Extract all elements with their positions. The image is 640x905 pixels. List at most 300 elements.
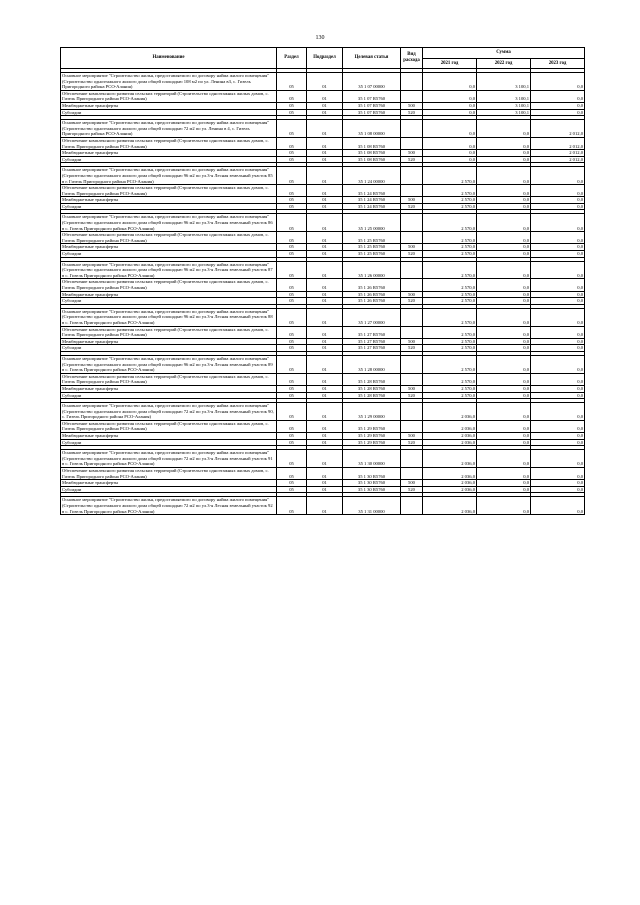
cell-section: 05 bbox=[277, 120, 307, 138]
cell-2021: 2 570,0 bbox=[423, 385, 477, 392]
cell-2021: 0,0 bbox=[423, 120, 477, 138]
cell-subsection: 01 bbox=[307, 102, 343, 109]
cell-2023: 0,0 bbox=[531, 308, 585, 326]
cell-section: 05 bbox=[277, 468, 307, 480]
cell-2022: 0,0 bbox=[477, 279, 531, 291]
cell-section: 05 bbox=[277, 291, 307, 298]
cell-2021: 2 036,0 bbox=[423, 439, 477, 446]
header-name: Наименование bbox=[61, 48, 277, 69]
cell-name: Межбюджетные трансферты bbox=[61, 244, 277, 251]
cell-name: Субсидии bbox=[61, 439, 277, 446]
cell-expense-type: 520 bbox=[401, 109, 423, 116]
cell-2022: 0,0 bbox=[477, 251, 531, 258]
cell-subsection: 01 bbox=[307, 497, 343, 515]
cell-expense-type bbox=[401, 214, 423, 232]
table-row bbox=[61, 150, 585, 157]
cell-2021: 2 570,0 bbox=[423, 185, 477, 197]
cell-target: 35 1 25 R5760 bbox=[343, 232, 401, 244]
table-row bbox=[61, 308, 585, 326]
cell-2022: 0,0 bbox=[477, 203, 531, 210]
cell-expense-type: 520 bbox=[401, 298, 423, 305]
cell-section: 05 bbox=[277, 450, 307, 468]
cell-2023: 0,0 bbox=[531, 480, 585, 487]
cell-target: 35 1 29 R5760 bbox=[343, 439, 401, 446]
cell-expense-type: 500 bbox=[401, 385, 423, 392]
table-row bbox=[61, 403, 585, 421]
table-row bbox=[61, 480, 585, 487]
cell-expense-type bbox=[401, 137, 423, 149]
cell-2021: 0,0 bbox=[423, 150, 477, 157]
cell-section: 05 bbox=[277, 373, 307, 385]
cell-2023: 0,0 bbox=[531, 468, 585, 480]
table-body bbox=[61, 69, 585, 515]
cell-2023: 0,0 bbox=[531, 403, 585, 421]
cell-target: 35 1 08 00000 bbox=[343, 120, 401, 138]
cell-subsection: 01 bbox=[307, 214, 343, 232]
header-expense-type: Вид расхода bbox=[401, 48, 423, 69]
cell-2021: 2 570,0 bbox=[423, 308, 477, 326]
cell-section: 05 bbox=[277, 203, 307, 210]
cell-2022: 0,0 bbox=[477, 156, 531, 163]
cell-subsection: 01 bbox=[307, 232, 343, 244]
cell-2022: 0,0 bbox=[477, 214, 531, 232]
cell-2021: 2 570,0 bbox=[423, 214, 477, 232]
cell-subsection: 01 bbox=[307, 439, 343, 446]
cell-target: 35 1 27 R5760 bbox=[343, 326, 401, 338]
cell-expense-type: 500 bbox=[401, 102, 423, 109]
cell-name: Обеспечение комплексного развития сельских территорий (Строительство одноэтажных жилых домов, с. Гизель Пригородного района РСО-Алания) bbox=[61, 137, 277, 149]
header-section: Раздел bbox=[277, 48, 307, 69]
cell-section: 05 bbox=[277, 480, 307, 487]
cell-expense-type: 520 bbox=[401, 203, 423, 210]
header-year-2021: 2021 год bbox=[423, 59, 477, 69]
cell-section: 05 bbox=[277, 392, 307, 399]
cell-2023: 0,0 bbox=[531, 279, 585, 291]
cell-expense-type: 500 bbox=[401, 291, 423, 298]
cell-2023: 0,0 bbox=[531, 291, 585, 298]
cell-target: 35 1 30 R5760 bbox=[343, 486, 401, 493]
table-row bbox=[61, 261, 585, 279]
cell-2021: 2 570,0 bbox=[423, 203, 477, 210]
cell-target: 35 1 30 00000 bbox=[343, 450, 401, 468]
cell-name: Субсидии bbox=[61, 392, 277, 399]
cell-name: Обеспечение комплексного развития сельских территорий (Строительство одноэтажных жилых домов, с. Гизель Пригородного района РСО-Алания) bbox=[61, 468, 277, 480]
cell-2023: 0,0 bbox=[531, 439, 585, 446]
cell-2021: 0,0 bbox=[423, 109, 477, 116]
cell-expense-type bbox=[401, 90, 423, 102]
cell-name: Субсидии bbox=[61, 486, 277, 493]
cell-target: 35 1 07 R5760 bbox=[343, 102, 401, 109]
cell-expense-type: 500 bbox=[401, 338, 423, 345]
cell-expense-type bbox=[401, 373, 423, 385]
cell-expense-type bbox=[401, 355, 423, 373]
cell-subsection: 01 bbox=[307, 486, 343, 493]
cell-name: Межбюджетные трансферты bbox=[61, 480, 277, 487]
cell-target: 35 1 08 R5760 bbox=[343, 156, 401, 163]
cell-name: Обеспечение комплексного развития сельских территорий (Строительство одноэтажных жилых домов, с. Гизель Пригородного района РСО-Алания) bbox=[61, 326, 277, 338]
cell-target: 35 1 24 R5760 bbox=[343, 203, 401, 210]
cell-subsection: 01 bbox=[307, 150, 343, 157]
cell-expense-type: 500 bbox=[401, 197, 423, 204]
table-header bbox=[61, 48, 585, 69]
cell-2023: 0,0 bbox=[531, 326, 585, 338]
cell-2021: 2 570,0 bbox=[423, 326, 477, 338]
cell-name: Межбюджетные трансферты bbox=[61, 433, 277, 440]
cell-2023: 0,0 bbox=[531, 90, 585, 102]
cell-2022: 0,0 bbox=[477, 450, 531, 468]
cell-target: 35 1 25 R5760 bbox=[343, 244, 401, 251]
cell-target: 35 1 24 R5760 bbox=[343, 197, 401, 204]
cell-target: 35 1 29 R5760 bbox=[343, 420, 401, 432]
cell-2023: 0,0 bbox=[531, 185, 585, 197]
table-row bbox=[61, 120, 585, 138]
cell-2023: 0,0 bbox=[531, 433, 585, 440]
cell-2022: 0,0 bbox=[477, 338, 531, 345]
table-row bbox=[61, 109, 585, 116]
cell-section: 05 bbox=[277, 497, 307, 515]
cell-2022: 0,0 bbox=[477, 232, 531, 244]
cell-expense-type bbox=[401, 261, 423, 279]
cell-2023: 0,0 bbox=[531, 197, 585, 204]
cell-subsection: 01 bbox=[307, 90, 343, 102]
cell-section: 05 bbox=[277, 279, 307, 291]
cell-target: 35 1 26 00000 bbox=[343, 261, 401, 279]
cell-section: 05 bbox=[277, 167, 307, 185]
cell-2021: 2 570,0 bbox=[423, 298, 477, 305]
cell-subsection: 01 bbox=[307, 185, 343, 197]
cell-2021: 2 570,0 bbox=[423, 261, 477, 279]
cell-subsection: 01 bbox=[307, 385, 343, 392]
cell-2023: 0,0 bbox=[531, 214, 585, 232]
cell-name: Субсидии bbox=[61, 251, 277, 258]
cell-subsection: 01 bbox=[307, 244, 343, 251]
cell-section: 05 bbox=[277, 439, 307, 446]
cell-expense-type: 520 bbox=[401, 486, 423, 493]
cell-expense-type bbox=[401, 120, 423, 138]
cell-name: Межбюджетные трансферты bbox=[61, 102, 277, 109]
cell-2021: 2 570,0 bbox=[423, 279, 477, 291]
cell-2023: 0,0 bbox=[531, 345, 585, 352]
cell-target: 35 1 24 00000 bbox=[343, 167, 401, 185]
cell-2021: 2 036,0 bbox=[423, 497, 477, 515]
cell-2022: 0,0 bbox=[477, 480, 531, 487]
cell-subsection: 01 bbox=[307, 73, 343, 91]
cell-2021: 0,0 bbox=[423, 102, 477, 109]
cell-2023: 0,0 bbox=[531, 261, 585, 279]
table-row bbox=[61, 232, 585, 244]
cell-name: Межбюджетные трансферты bbox=[61, 197, 277, 204]
cell-target: 35 1 27 R5760 bbox=[343, 338, 401, 345]
cell-target: 35 1 25 00000 bbox=[343, 214, 401, 232]
cell-target: 35 1 08 R5760 bbox=[343, 137, 401, 149]
cell-2021: 2 570,0 bbox=[423, 291, 477, 298]
cell-2023: 0,0 bbox=[531, 73, 585, 91]
cell-2021: 0,0 bbox=[423, 90, 477, 102]
cell-subsection: 01 bbox=[307, 480, 343, 487]
cell-expense-type: 500 bbox=[401, 480, 423, 487]
header-subsection: Подраздел bbox=[307, 48, 343, 69]
cell-target: 35 1 29 00000 bbox=[343, 403, 401, 421]
cell-2022: 0,0 bbox=[477, 420, 531, 432]
cell-subsection: 01 bbox=[307, 156, 343, 163]
cell-expense-type: 500 bbox=[401, 150, 423, 157]
cell-subsection: 01 bbox=[307, 298, 343, 305]
cell-subsection: 01 bbox=[307, 468, 343, 480]
cell-2022: 0,0 bbox=[477, 385, 531, 392]
cell-2021: 0,0 bbox=[423, 73, 477, 91]
cell-subsection: 01 bbox=[307, 197, 343, 204]
cell-2022: 0,0 bbox=[477, 486, 531, 493]
cell-2023: 0,0 bbox=[531, 338, 585, 345]
cell-subsection: 01 bbox=[307, 109, 343, 116]
cell-2023: 0,0 bbox=[531, 420, 585, 432]
cell-2023: 0,0 bbox=[531, 102, 585, 109]
cell-2022: 0,0 bbox=[477, 150, 531, 157]
table-row bbox=[61, 279, 585, 291]
cell-2021: 2 036,0 bbox=[423, 403, 477, 421]
cell-2022: 0,0 bbox=[477, 167, 531, 185]
cell-2021: 2 036,0 bbox=[423, 420, 477, 432]
cell-expense-type bbox=[401, 403, 423, 421]
cell-name: Субсидии bbox=[61, 203, 277, 210]
cell-name: Основное мероприятие "Строительство жилья, предоставляемого по договору найма жилого помещения" (Строительство одноэтажного жилого дома общей площадью 96 м2 по ул.3-я Лесная земельный участок 87 в с. Гизель Пригородного района РСО-Алания) bbox=[61, 261, 277, 279]
table-row bbox=[61, 251, 585, 258]
cell-target: 35 1 29 R5760 bbox=[343, 433, 401, 440]
cell-name: Субсидии bbox=[61, 298, 277, 305]
cell-2022: 0,0 bbox=[477, 355, 531, 373]
cell-section: 05 bbox=[277, 308, 307, 326]
cell-section: 05 bbox=[277, 345, 307, 352]
cell-expense-type bbox=[401, 468, 423, 480]
cell-name: Основное мероприятие "Строительство жилья, предоставляемого по договору найма жилого помещения" (Строительство одноэтажного жилого дома общей площадью 96 м2 по ул.3-я Лесная земельный участок 89 в с. Гизель Пригородного района РСО-Алания) bbox=[61, 355, 277, 373]
cell-name: Основное мероприятие "Строительство жилья, предоставляемого по договору найма жилого помещения" (Строительство одноэтажного жилого дома общей площадью 72 м2 по ул.3-я Лесная земельный участок 91 в с. Гизель Пригородного района РСО-Алания) bbox=[61, 450, 277, 468]
cell-2021: 2 036,0 bbox=[423, 480, 477, 487]
cell-name: Основное мероприятие "Строительство жилья, предоставляемого по договору найма жилого помещения" (Строительство одноэтажного жилого дома общей площадью 96 м2 по ул.3-я Лесная земельный участок 88 в с. Гизель Пригородного района РСО-Алания) bbox=[61, 308, 277, 326]
cell-section: 05 bbox=[277, 109, 307, 116]
cell-2022: 0,0 bbox=[477, 185, 531, 197]
cell-expense-type bbox=[401, 232, 423, 244]
cell-target: 35 1 31 00000 bbox=[343, 497, 401, 515]
cell-2023: 2 012,0 bbox=[531, 120, 585, 138]
cell-2021: 2 570,0 bbox=[423, 338, 477, 345]
cell-2023: 0,0 bbox=[531, 486, 585, 493]
table-row bbox=[61, 102, 585, 109]
cell-section: 05 bbox=[277, 261, 307, 279]
cell-2022: 0,0 bbox=[477, 439, 531, 446]
cell-subsection: 01 bbox=[307, 433, 343, 440]
cell-subsection: 01 bbox=[307, 120, 343, 138]
cell-section: 05 bbox=[277, 232, 307, 244]
cell-2021: 2 570,0 bbox=[423, 345, 477, 352]
cell-2023: 0,0 bbox=[531, 232, 585, 244]
cell-name: Субсидии bbox=[61, 345, 277, 352]
cell-2023: 0,0 bbox=[531, 167, 585, 185]
cell-name: Субсидии bbox=[61, 156, 277, 163]
cell-subsection: 01 bbox=[307, 203, 343, 210]
cell-expense-type: 520 bbox=[401, 156, 423, 163]
cell-section: 05 bbox=[277, 338, 307, 345]
cell-section: 05 bbox=[277, 420, 307, 432]
header-year-2022: 2022 год bbox=[477, 59, 531, 69]
cell-subsection: 01 bbox=[307, 355, 343, 373]
cell-name: Субсидии bbox=[61, 109, 277, 116]
cell-subsection: 01 bbox=[307, 373, 343, 385]
cell-subsection: 01 bbox=[307, 450, 343, 468]
cell-expense-type bbox=[401, 450, 423, 468]
cell-expense-type: 500 bbox=[401, 244, 423, 251]
table-row bbox=[61, 486, 585, 493]
cell-2021: 2 570,0 bbox=[423, 373, 477, 385]
cell-section: 05 bbox=[277, 156, 307, 163]
cell-name: Обеспечение комплексного развития сельских территорий (Строительство одноэтажных жилых домов, с. Гизель Пригородного района РСО-Алания) bbox=[61, 90, 277, 102]
cell-subsection: 01 bbox=[307, 308, 343, 326]
table-row bbox=[61, 355, 585, 373]
cell-section: 05 bbox=[277, 197, 307, 204]
cell-2023: 0,0 bbox=[531, 298, 585, 305]
cell-section: 05 bbox=[277, 298, 307, 305]
cell-subsection: 01 bbox=[307, 291, 343, 298]
cell-expense-type bbox=[401, 497, 423, 515]
cell-section: 05 bbox=[277, 185, 307, 197]
cell-2023: 0,0 bbox=[531, 251, 585, 258]
cell-2022: 3 100,1 bbox=[477, 109, 531, 116]
cell-expense-type bbox=[401, 420, 423, 432]
cell-section: 05 bbox=[277, 326, 307, 338]
header-target: Целевая статья bbox=[343, 48, 401, 69]
cell-expense-type: 520 bbox=[401, 392, 423, 399]
cell-2022: 0,0 bbox=[477, 373, 531, 385]
cell-2023: 0,0 bbox=[531, 203, 585, 210]
budget-table bbox=[60, 47, 585, 515]
cell-expense-type: 520 bbox=[401, 439, 423, 446]
table-row bbox=[61, 185, 585, 197]
cell-2023: 0,0 bbox=[531, 355, 585, 373]
cell-target: 35 1 28 R5760 bbox=[343, 373, 401, 385]
cell-2022: 0,0 bbox=[477, 433, 531, 440]
cell-expense-type bbox=[401, 279, 423, 291]
table-row bbox=[61, 338, 585, 345]
cell-2022: 0,0 bbox=[477, 326, 531, 338]
cell-2023: 0,0 bbox=[531, 450, 585, 468]
cell-2021: 2 570,0 bbox=[423, 392, 477, 399]
cell-expense-type bbox=[401, 308, 423, 326]
cell-2022: 0,0 bbox=[477, 244, 531, 251]
cell-expense-type: 520 bbox=[401, 251, 423, 258]
table-row bbox=[61, 450, 585, 468]
cell-expense-type bbox=[401, 73, 423, 91]
cell-expense-type bbox=[401, 185, 423, 197]
cell-target: 35 1 27 R5760 bbox=[343, 345, 401, 352]
table-row bbox=[61, 326, 585, 338]
cell-section: 05 bbox=[277, 102, 307, 109]
cell-2022: 3 100,1 bbox=[477, 102, 531, 109]
cell-name: Основное мероприятие "Строительство жилья, предоставляемого по договору найма жилого помещения" (Строительство одноэтажного жилого дома общей площадью 72 м2 по ул.3-я Лесная земельный участок 90, с. Гизель Пригородного района РСО-Алания) bbox=[61, 403, 277, 421]
cell-2021: 2 036,0 bbox=[423, 450, 477, 468]
cell-section: 05 bbox=[277, 137, 307, 149]
table-row bbox=[61, 345, 585, 352]
cell-2022: 0,0 bbox=[477, 468, 531, 480]
cell-section: 05 bbox=[277, 385, 307, 392]
cell-name: Обеспечение комплексного развития сельских территорий (Строительство одноэтажных жилых домов, с. Гизель Пригородного района РСО-Алания) bbox=[61, 420, 277, 432]
cell-2022: 0,0 bbox=[477, 403, 531, 421]
cell-2023: 0,0 bbox=[531, 392, 585, 399]
cell-target: 35 1 26 R5760 bbox=[343, 279, 401, 291]
table-row bbox=[61, 167, 585, 185]
cell-section: 05 bbox=[277, 403, 307, 421]
cell-2021: 0,0 bbox=[423, 156, 477, 163]
cell-2021: 2 570,0 bbox=[423, 167, 477, 185]
header-year-2023: 2023 год bbox=[531, 59, 585, 69]
cell-expense-type bbox=[401, 326, 423, 338]
cell-2023: 2 012,0 bbox=[531, 156, 585, 163]
cell-2023: 0,0 bbox=[531, 373, 585, 385]
cell-target: 35 1 28 R5760 bbox=[343, 392, 401, 399]
cell-subsection: 01 bbox=[307, 167, 343, 185]
cell-2022: 0,0 bbox=[477, 345, 531, 352]
table-row bbox=[61, 214, 585, 232]
cell-expense-type bbox=[401, 167, 423, 185]
cell-2022: 0,0 bbox=[477, 392, 531, 399]
cell-name: Обеспечение комплексного развития сельских территорий (Строительство одноэтажных жилых домов, с. Гизель Пригородного района РСО-Алания) bbox=[61, 279, 277, 291]
cell-target: 35 1 07 R5760 bbox=[343, 90, 401, 102]
cell-name: Обеспечение комплексного развития сельских территорий (Строительство одноэтажных жилых домов, с. Гизель Пригородного района РСО-Алания) bbox=[61, 185, 277, 197]
cell-section: 05 bbox=[277, 150, 307, 157]
cell-2022: 3 100,1 bbox=[477, 73, 531, 91]
cell-2021: 2 036,0 bbox=[423, 468, 477, 480]
cell-name: Обеспечение комплексного развития сельских территорий (Строительство одноэтажных жилых домов, с. Гизель Пригородного района РСО-Алания) bbox=[61, 232, 277, 244]
cell-subsection: 01 bbox=[307, 251, 343, 258]
cell-expense-type: 520 bbox=[401, 345, 423, 352]
cell-name: Основное мероприятие "Строительство жилья, предоставляемого по договору найма жилого помещения" (Строительство одноэтажного жилого дома общей площадью 96 м2 по ул.3-я Лесная земельный участок 85 в г. Гизель Пригородного района РСО-Алания) bbox=[61, 167, 277, 185]
cell-2021: 0,0 bbox=[423, 137, 477, 149]
cell-target: 35 1 27 00000 bbox=[343, 308, 401, 326]
cell-subsection: 01 bbox=[307, 420, 343, 432]
header-amount: Сумма bbox=[423, 48, 585, 59]
table-row bbox=[61, 439, 585, 446]
cell-target: 35 1 30 R5760 bbox=[343, 480, 401, 487]
page-number: 130 bbox=[315, 35, 325, 41]
cell-name: Обеспечение комплексного развития сельских территорий (Строительство одноэтажных жилых домов, с. Гизель Пригородного района РСО-Алания) bbox=[61, 373, 277, 385]
table-row bbox=[61, 156, 585, 163]
cell-2021: 2 570,0 bbox=[423, 355, 477, 373]
cell-2021: 2 036,0 bbox=[423, 433, 477, 440]
cell-2022: 0,0 bbox=[477, 197, 531, 204]
cell-2023: 0,0 bbox=[531, 244, 585, 251]
cell-target: 35 1 30 R5760 bbox=[343, 468, 401, 480]
cell-2022: 0,0 bbox=[477, 120, 531, 138]
table-row bbox=[61, 298, 585, 305]
cell-name: Межбюджетные трансферты bbox=[61, 291, 277, 298]
cell-2023: 0,0 bbox=[531, 497, 585, 515]
cell-2023: 0,0 bbox=[531, 385, 585, 392]
cell-target: 35 1 24 R5760 bbox=[343, 185, 401, 197]
cell-section: 05 bbox=[277, 355, 307, 373]
cell-target: 35 1 07 R5760 bbox=[343, 109, 401, 116]
cell-2022: 3 100,1 bbox=[477, 90, 531, 102]
cell-section: 05 bbox=[277, 251, 307, 258]
cell-2021: 2 036,0 bbox=[423, 486, 477, 493]
cell-2022: 0,0 bbox=[477, 308, 531, 326]
table-row bbox=[61, 203, 585, 210]
table-row bbox=[61, 497, 585, 515]
cell-subsection: 01 bbox=[307, 403, 343, 421]
cell-name: Межбюджетные трансферты bbox=[61, 150, 277, 157]
cell-section: 05 bbox=[277, 73, 307, 91]
cell-name: Межбюджетные трансферты bbox=[61, 385, 277, 392]
cell-subsection: 01 bbox=[307, 279, 343, 291]
cell-subsection: 01 bbox=[307, 392, 343, 399]
cell-section: 05 bbox=[277, 90, 307, 102]
